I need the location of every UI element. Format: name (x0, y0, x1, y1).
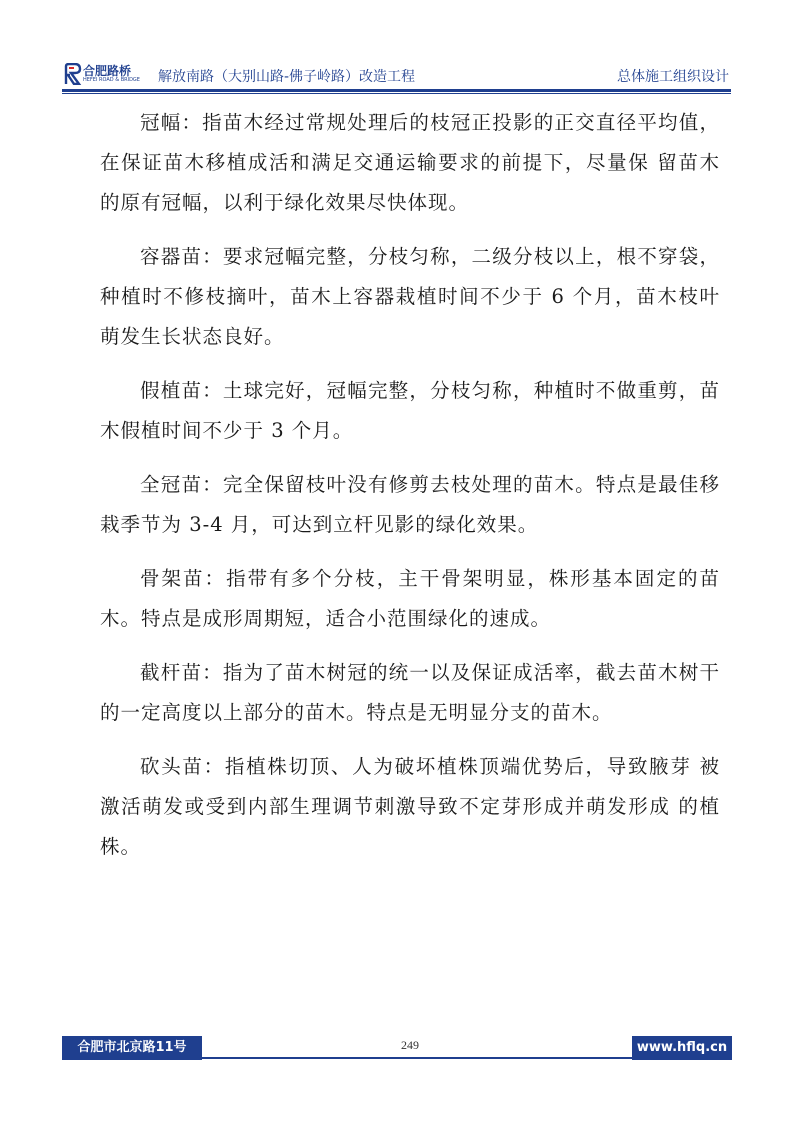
logo-text-cn: 合肥路桥 (83, 64, 132, 78)
company-logo (64, 62, 146, 88)
body-content (100, 103, 720, 881)
logo-mark-icon (64, 63, 82, 85)
page-number: 249 (401, 1038, 419, 1052)
page-header (0, 0, 793, 100)
paragraph-skeleton-seedling: 骨架苗：指带有多个分枝，主干骨架明显，株形基本固定的苗木。特点是成形周期短，适合小范围绿化的速成。 (100, 567, 720, 630)
header-rule (62, 89, 731, 92)
paragraph-container-seedling: 容器苗：要求冠幅完整，分枝匀称，二级分枝以上，根不穿袋， 种植时不修枝摘叶，苗木上容器栽植时间不少于 6 个月，苗木枝叶萌发生长状态良好。 (100, 245, 720, 348)
logo-text-en: HEFEI ROAD & BRIDGE (83, 77, 140, 83)
paragraph-heeled-in-seedling: 假植苗：土球完好，冠幅完整，分枝匀称，种植时不做重剪，苗木假植时间不少于 3 个月。 (100, 379, 720, 442)
paragraph-full-crown-seedling: 全冠苗：完全保留枝叶没有修剪去枝处理的苗木。特点是最佳移栽季节为 3-4 月，可达到立杆见影的绿化效果。 (100, 473, 720, 536)
paragraph-topped-seedling: 砍头苗：指植株切顶、人为破坏植株顶端优势后，导致腋芽 被激活萌发或受到内部生理调节刺激导致不定芽形成并萌发形成 的植株。 (100, 755, 720, 858)
page-footer (0, 1020, 793, 1060)
footer-address: 合肥市北京路11号 (77, 1040, 187, 1055)
paragraph-crown-width: 冠幅：指苗木经过常规处理后的枝冠正投影的正交直径平均值，在保证苗木移植成活和满足交通运输要求的前提下，尽量保 留苗木的原有冠幅，以利于绿化效果尽快体现。 (100, 111, 720, 214)
footer-url[interactable]: www.hflq.cn (636, 1040, 728, 1055)
document-title: 总体施工组织设计 (617, 69, 729, 85)
header-rule-thin (62, 93, 731, 94)
footer-rule (202, 1057, 632, 1059)
paragraph-truncated-stem-seedling: 截杆苗：指为了苗木树冠的统一以及保证成活率，截去苗木树干的一定高度以上部分的苗木。特点是无明显分支的苗木。 (100, 661, 720, 724)
project-title: 解放南路（大别山路-佛子岭路）改造工程 (158, 69, 416, 85)
